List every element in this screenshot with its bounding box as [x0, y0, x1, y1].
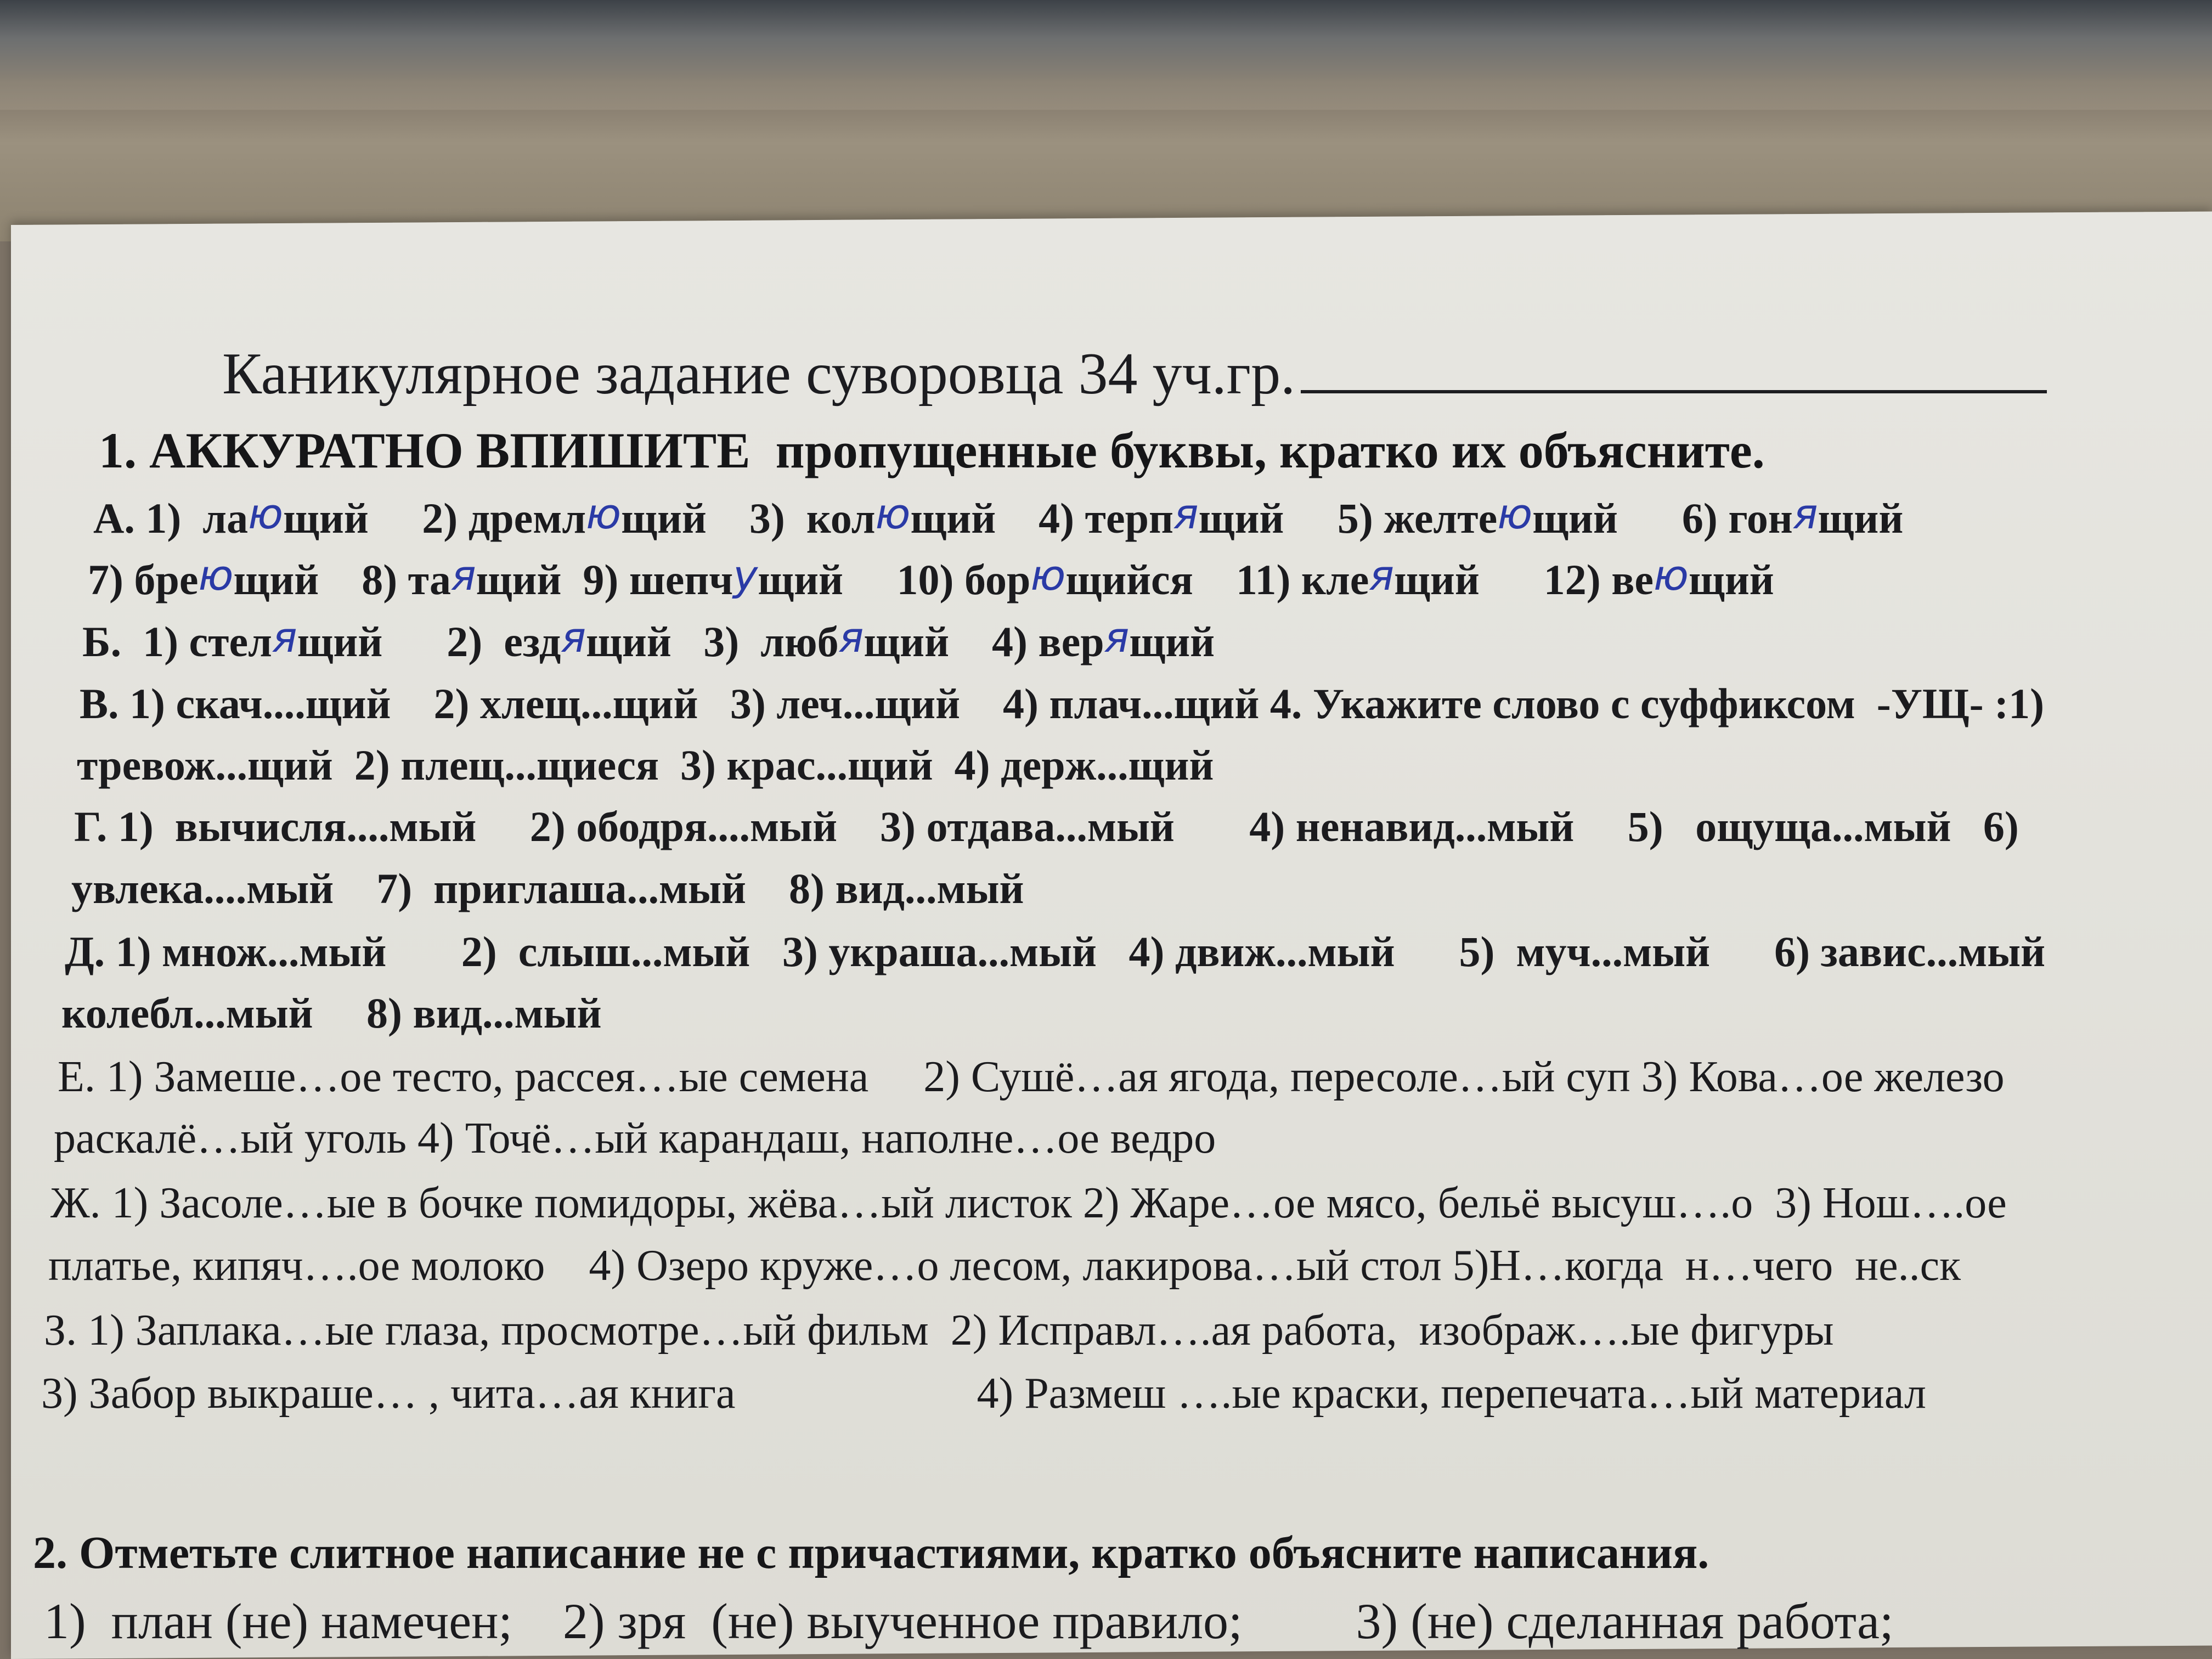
printed-text: Д. 1) множ...мый 2) слыш...мый 3) украша...мый 4) движ...мый 5) муч...мый 6) завис...мый — [65, 928, 2046, 975]
printed-text: колебл...мый 8) вид...мый — [61, 989, 602, 1037]
handwritten-letter: ю — [198, 551, 234, 600]
printed-text: Г. 1) вычисля....мый 2) ободря....мый 3) отдава...мый 4) ненавид...мый 5) ощуща...мый 6) — [74, 803, 2019, 850]
printed-text: щий — [1129, 618, 1215, 665]
printed-text: щий 3) люб — [586, 618, 839, 665]
page-title — [222, 340, 2047, 408]
printed-text: щий 8) та — [233, 556, 451, 603]
handwritten-letter: я — [1104, 613, 1130, 662]
handwritten-letter: я — [272, 613, 297, 662]
task2-items: 1) план (не) намечен; 2) зря (не) выученное правило; 3) (не) сделанная работа; — [44, 1593, 1894, 1649]
task1-line — [65, 927, 2045, 977]
handwritten-letter: я — [450, 551, 476, 600]
task1-line — [80, 679, 2044, 729]
printed-text: щий — [1818, 494, 1904, 542]
printed-text: щий 5) желте — [1198, 494, 1498, 542]
task1-heading: 1. АККУРАТНО ВПИШИТЕ пропущенные буквы, кратко их объясните. — [99, 422, 1765, 478]
handwritten-letter: ю — [248, 489, 284, 538]
printed-text: раскалё…ый уголь 4) Точё…ый карандаш, наполне…ое ведро — [54, 1114, 1216, 1163]
task1-line — [61, 989, 602, 1038]
task1-line — [50, 1178, 2007, 1228]
printed-text: щий — [1689, 556, 1774, 603]
title-text: Каникулярное задание суворовца 34 уч.гр. — [222, 341, 1296, 407]
printed-text: Б. 1) стел — [82, 618, 272, 665]
printed-text: щий 10) бор — [758, 556, 1031, 603]
printed-text: щий 2) езд — [297, 618, 561, 665]
handwritten-letter: ю — [875, 489, 911, 538]
handwritten-letter: я — [1173, 489, 1199, 538]
task1-line — [88, 551, 1774, 605]
printed-text: щий 3) кол — [621, 494, 876, 542]
task1-line — [77, 741, 1214, 790]
task1-line — [54, 1114, 1216, 1163]
handwritten-letter: ю — [1654, 551, 1689, 600]
task1-line — [58, 1052, 2005, 1102]
task1-line — [48, 1241, 1961, 1290]
printed-text: щий 2) дремл — [283, 494, 586, 542]
task1-line — [74, 802, 2019, 851]
printed-text: платье, кипяч….ое молоко 4) Озеро круже…о лесом, лакирова…ый стол 5)Н…когда н…чего не..ск — [48, 1242, 1961, 1290]
printed-text: щий 4) вер — [864, 618, 1104, 665]
task1-line — [82, 613, 1215, 667]
printed-text: увлека....мый 7) приглаша...мый 8) вид...мый — [71, 865, 1024, 912]
printed-text: щий 9) шепч — [476, 556, 733, 603]
handwritten-letter: ю — [1497, 489, 1533, 538]
printed-text: 3) Забор выкраше… , чита…ая книга 4) Размеш ….ые краски, перепечата…ый материал — [41, 1369, 1926, 1418]
task2-heading: 2. Отметьте слитное написание не с причастиями, кратко объясните написания. — [33, 1527, 1709, 1578]
printed-text: щий 12) ве — [1394, 556, 1654, 603]
task1-line — [71, 864, 1024, 913]
handwritten-letter: я — [1792, 489, 1818, 538]
printed-text: тревож...щий 2) плещ...щиеся 3) крас...щий 4) держ...щий — [77, 741, 1214, 789]
printed-text: щий 4) терп — [910, 494, 1173, 542]
task1-line — [41, 1369, 1926, 1418]
handwritten-letter: ю — [586, 489, 622, 538]
handwritten-letter: я — [561, 613, 586, 662]
task1-line — [93, 489, 1904, 543]
printed-text: щий 6) гон — [1532, 494, 1793, 542]
handwritten-letter: я — [1369, 551, 1395, 600]
printed-text: 7) бре — [88, 556, 199, 603]
handwritten-letter: у — [733, 551, 758, 600]
printed-text: Е. 1) Замеше…ое тесто, рассея…ые семена 2) Сушё…ая ягода, пересоле…ый суп 3) Кова…ое железо — [58, 1053, 2005, 1101]
handwritten-letter: я — [838, 613, 864, 662]
printed-text: Ж. 1) Засоле…ые в бочке помидоры, жёва…ый листок 2) Жаре…ое мясо, бельё высуш….о 3) Нош….ое — [50, 1179, 2007, 1227]
printed-text: щийся 11) кле — [1065, 556, 1369, 603]
handwritten-letter: ю — [1030, 551, 1066, 600]
printed-text: З. 1) Заплака…ые глаза, просмотре…ый фильм 2) Исправл….ая работа, изображ….ые фигуры — [44, 1306, 1834, 1355]
printed-text: А. 1) ла — [93, 494, 249, 542]
task1-line — [44, 1306, 1833, 1355]
printed-text: В. 1) скач....щий 2) хлещ...щий 3) леч...щий 4) плач...щий 4. Укажите слово с суффиксом -УЩ- :1) — [80, 680, 2045, 727]
name-blank-line — [1301, 390, 2047, 393]
